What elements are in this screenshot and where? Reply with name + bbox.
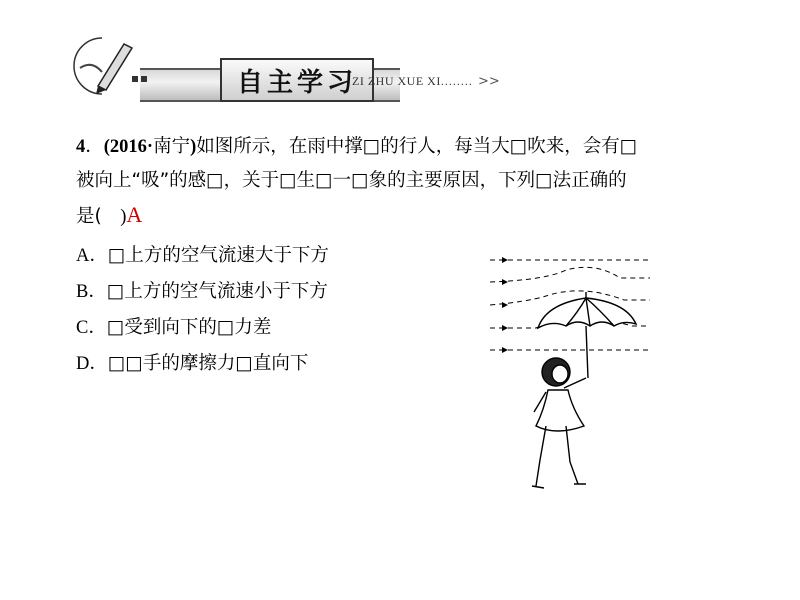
banner-squares (132, 76, 147, 82)
answer-blank-close: ) (120, 207, 127, 227)
question-block (76, 130, 766, 234)
option-letter: C (76, 318, 89, 338)
question-line-1 (76, 130, 766, 164)
banner-subtitle: ZI ZHU XUE XI (352, 74, 441, 88)
question-stem-3: 是( (76, 206, 102, 227)
question-stem-1: 如图所示，在雨中撑□的行人，每当大□吹来，会有□ (196, 136, 638, 157)
question-line-3 (76, 198, 766, 234)
pen-logo-icon (62, 30, 142, 100)
options-list (76, 238, 329, 382)
section-banner (62, 30, 522, 100)
option-text: □□手的摩擦力□直向下 (107, 353, 309, 374)
question-source-open: (2016· (103, 137, 154, 157)
question-source-close: ) (190, 137, 197, 157)
option-c: C．□受到向下的□力差 (76, 317, 272, 338)
option-text: □上方的空气流速小于下方 (106, 281, 328, 302)
option-a: A．□上方的空气流速大于下方 (76, 245, 329, 266)
banner-dots: ........ (440, 74, 473, 88)
umbrella-wind-figure (486, 240, 666, 500)
wind-arrowheads (502, 257, 508, 353)
option-d: D．□□手的摩擦力□直向下 (76, 353, 309, 374)
double-chevron-icon: >> (478, 74, 500, 89)
banner-subtitle-row (352, 74, 473, 89)
question-number-sep: ． (85, 136, 104, 157)
option-letter: D (76, 354, 90, 374)
option-b: B．□上方的空气流速小于下方 (76, 281, 328, 302)
question-source-place: 南宁 (153, 136, 191, 157)
page-title: 自主学习 (236, 67, 357, 98)
option-text: □受到向下的□力差 (106, 317, 272, 338)
answer-letter: A (126, 202, 143, 227)
answer-blank (102, 206, 121, 227)
question-line-2: 被向上“吸”的感□，关于□生□一□象的主要原因，下列□法正确的 (76, 170, 627, 191)
option-letter: A (76, 246, 90, 266)
option-text: □上方的空气流速大于下方 (107, 245, 329, 266)
girl-figure (532, 358, 586, 488)
question-number: 4 (76, 137, 86, 157)
option-letter: B (76, 282, 89, 302)
banner-title-box (220, 58, 374, 102)
